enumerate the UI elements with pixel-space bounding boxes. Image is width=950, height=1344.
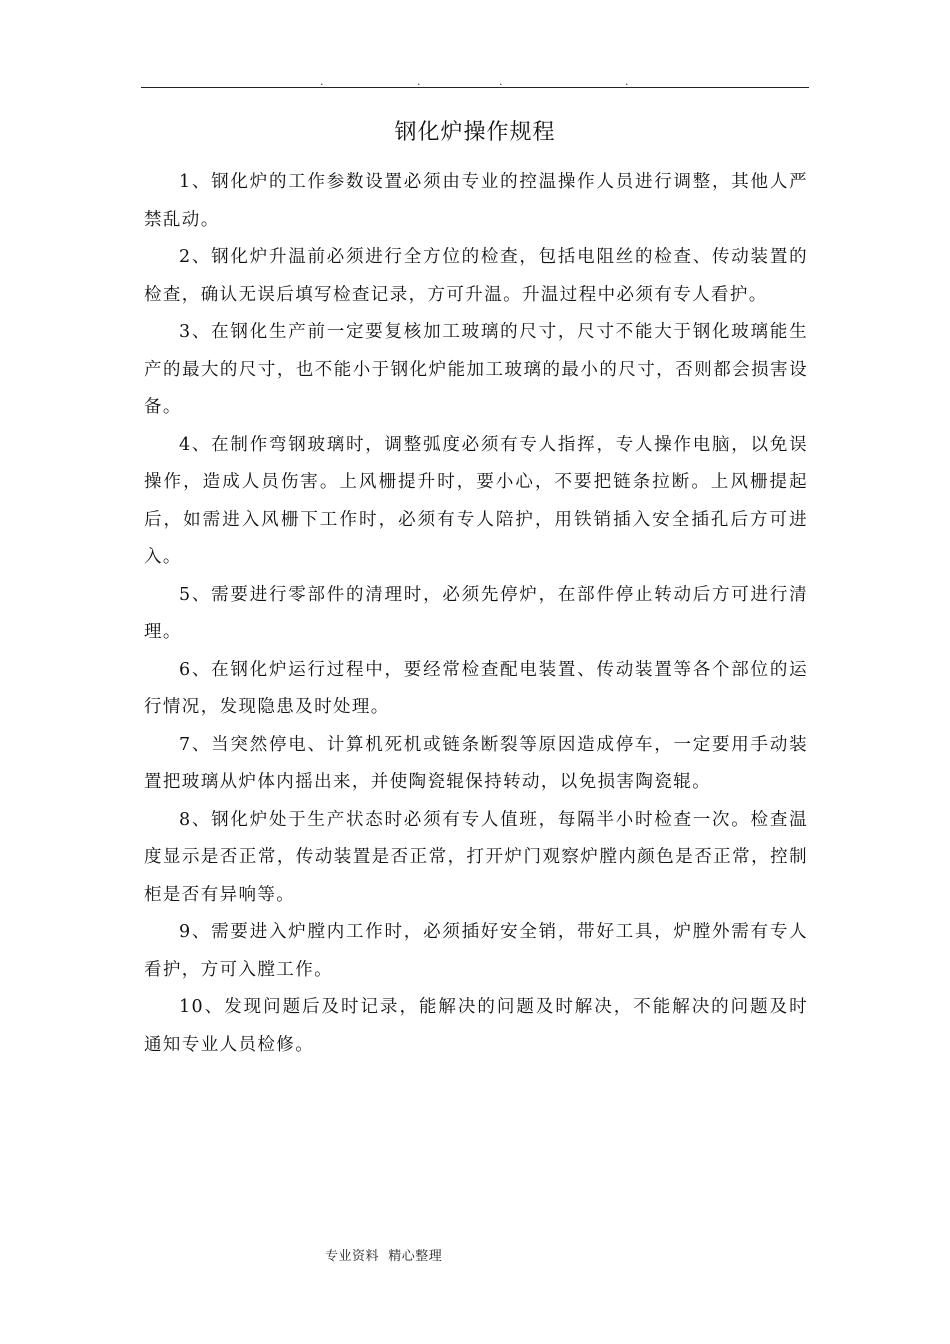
paragraph-3: 3、在钢化生产前一定要复核加工玻璃的尺寸，尺寸不能大于钢化玻璃能生产的最大的尺寸，也不能小于钢化炉能加工玻璃的最小的尺寸，否则都会损害设备。 <box>144 322 808 417</box>
header-divider <box>141 87 809 88</box>
paragraph-7: 7、当突然停电、计算机死机或链条断裂等原因造成停车，一定要用手动装置把玻璃从炉体内摇出来，并使陶瓷辊保持转动，以免损害陶瓷辊。 <box>144 734 808 792</box>
page-title: 钢化炉操作规程 <box>394 120 556 145</box>
header-dot: . <box>320 75 324 88</box>
paragraph-8: 8、钢化炉处于生产状态时必须有专人值班，每隔半小时检查一次。检查温度显示是否正常，传动装置是否正常，打开炉门观察炉膛内颜色是否正常，控制柜是否有异响等。 <box>144 809 808 905</box>
paragraph-1: 1、钢化炉的工作参数设置必须由专业的控温操作人员进行调整，其他人严禁乱动。 <box>144 172 808 230</box>
paragraph-10: 10、发现问题后及时记录，能解决的问题及时解决，不能解决的问题及时通知专业人员检修。 <box>144 997 808 1055</box>
header-dot: . <box>417 75 421 88</box>
header-dot: . <box>499 75 503 88</box>
paragraph-5: 5、需要进行零部件的清理时，必须先停炉，在部件停止转动后方可进行清理。 <box>144 584 808 642</box>
paragraph-6: 6、在钢化炉运行过程中，要经常检查配电装置、传动装置等各个部位的运行情况，发现隐患及时处理。 <box>144 659 808 717</box>
document-body <box>144 164 808 1064</box>
page-footer: 专业资料 精心整理 <box>325 1249 443 1264</box>
paragraph-2: 2、钢化炉升温前必须进行全方位的检查，包括电阻丝的检查、传动装置的检查，确认无误后填写检查记录，方可升温。升温过程中必须有专人看护。 <box>144 247 808 305</box>
paragraph-9: 9、需要进入炉膛内工作时，必须插好安全销，带好工具，炉膛外需有专人看护，方可入膛工作。 <box>144 922 808 980</box>
header-dot: . <box>625 75 629 88</box>
paragraph-4: 4、在制作弯钢玻璃时，调整弧度必须有专人指挥，专人操作电脑，以免误操作，造成人员伤害。上风栅提升时，要小心，不要把链条拉断。上风栅提起后，如需进入风栅下工作时，必须有专人陪护，用铁销插入安全插孔后方可进入。 <box>144 434 808 567</box>
